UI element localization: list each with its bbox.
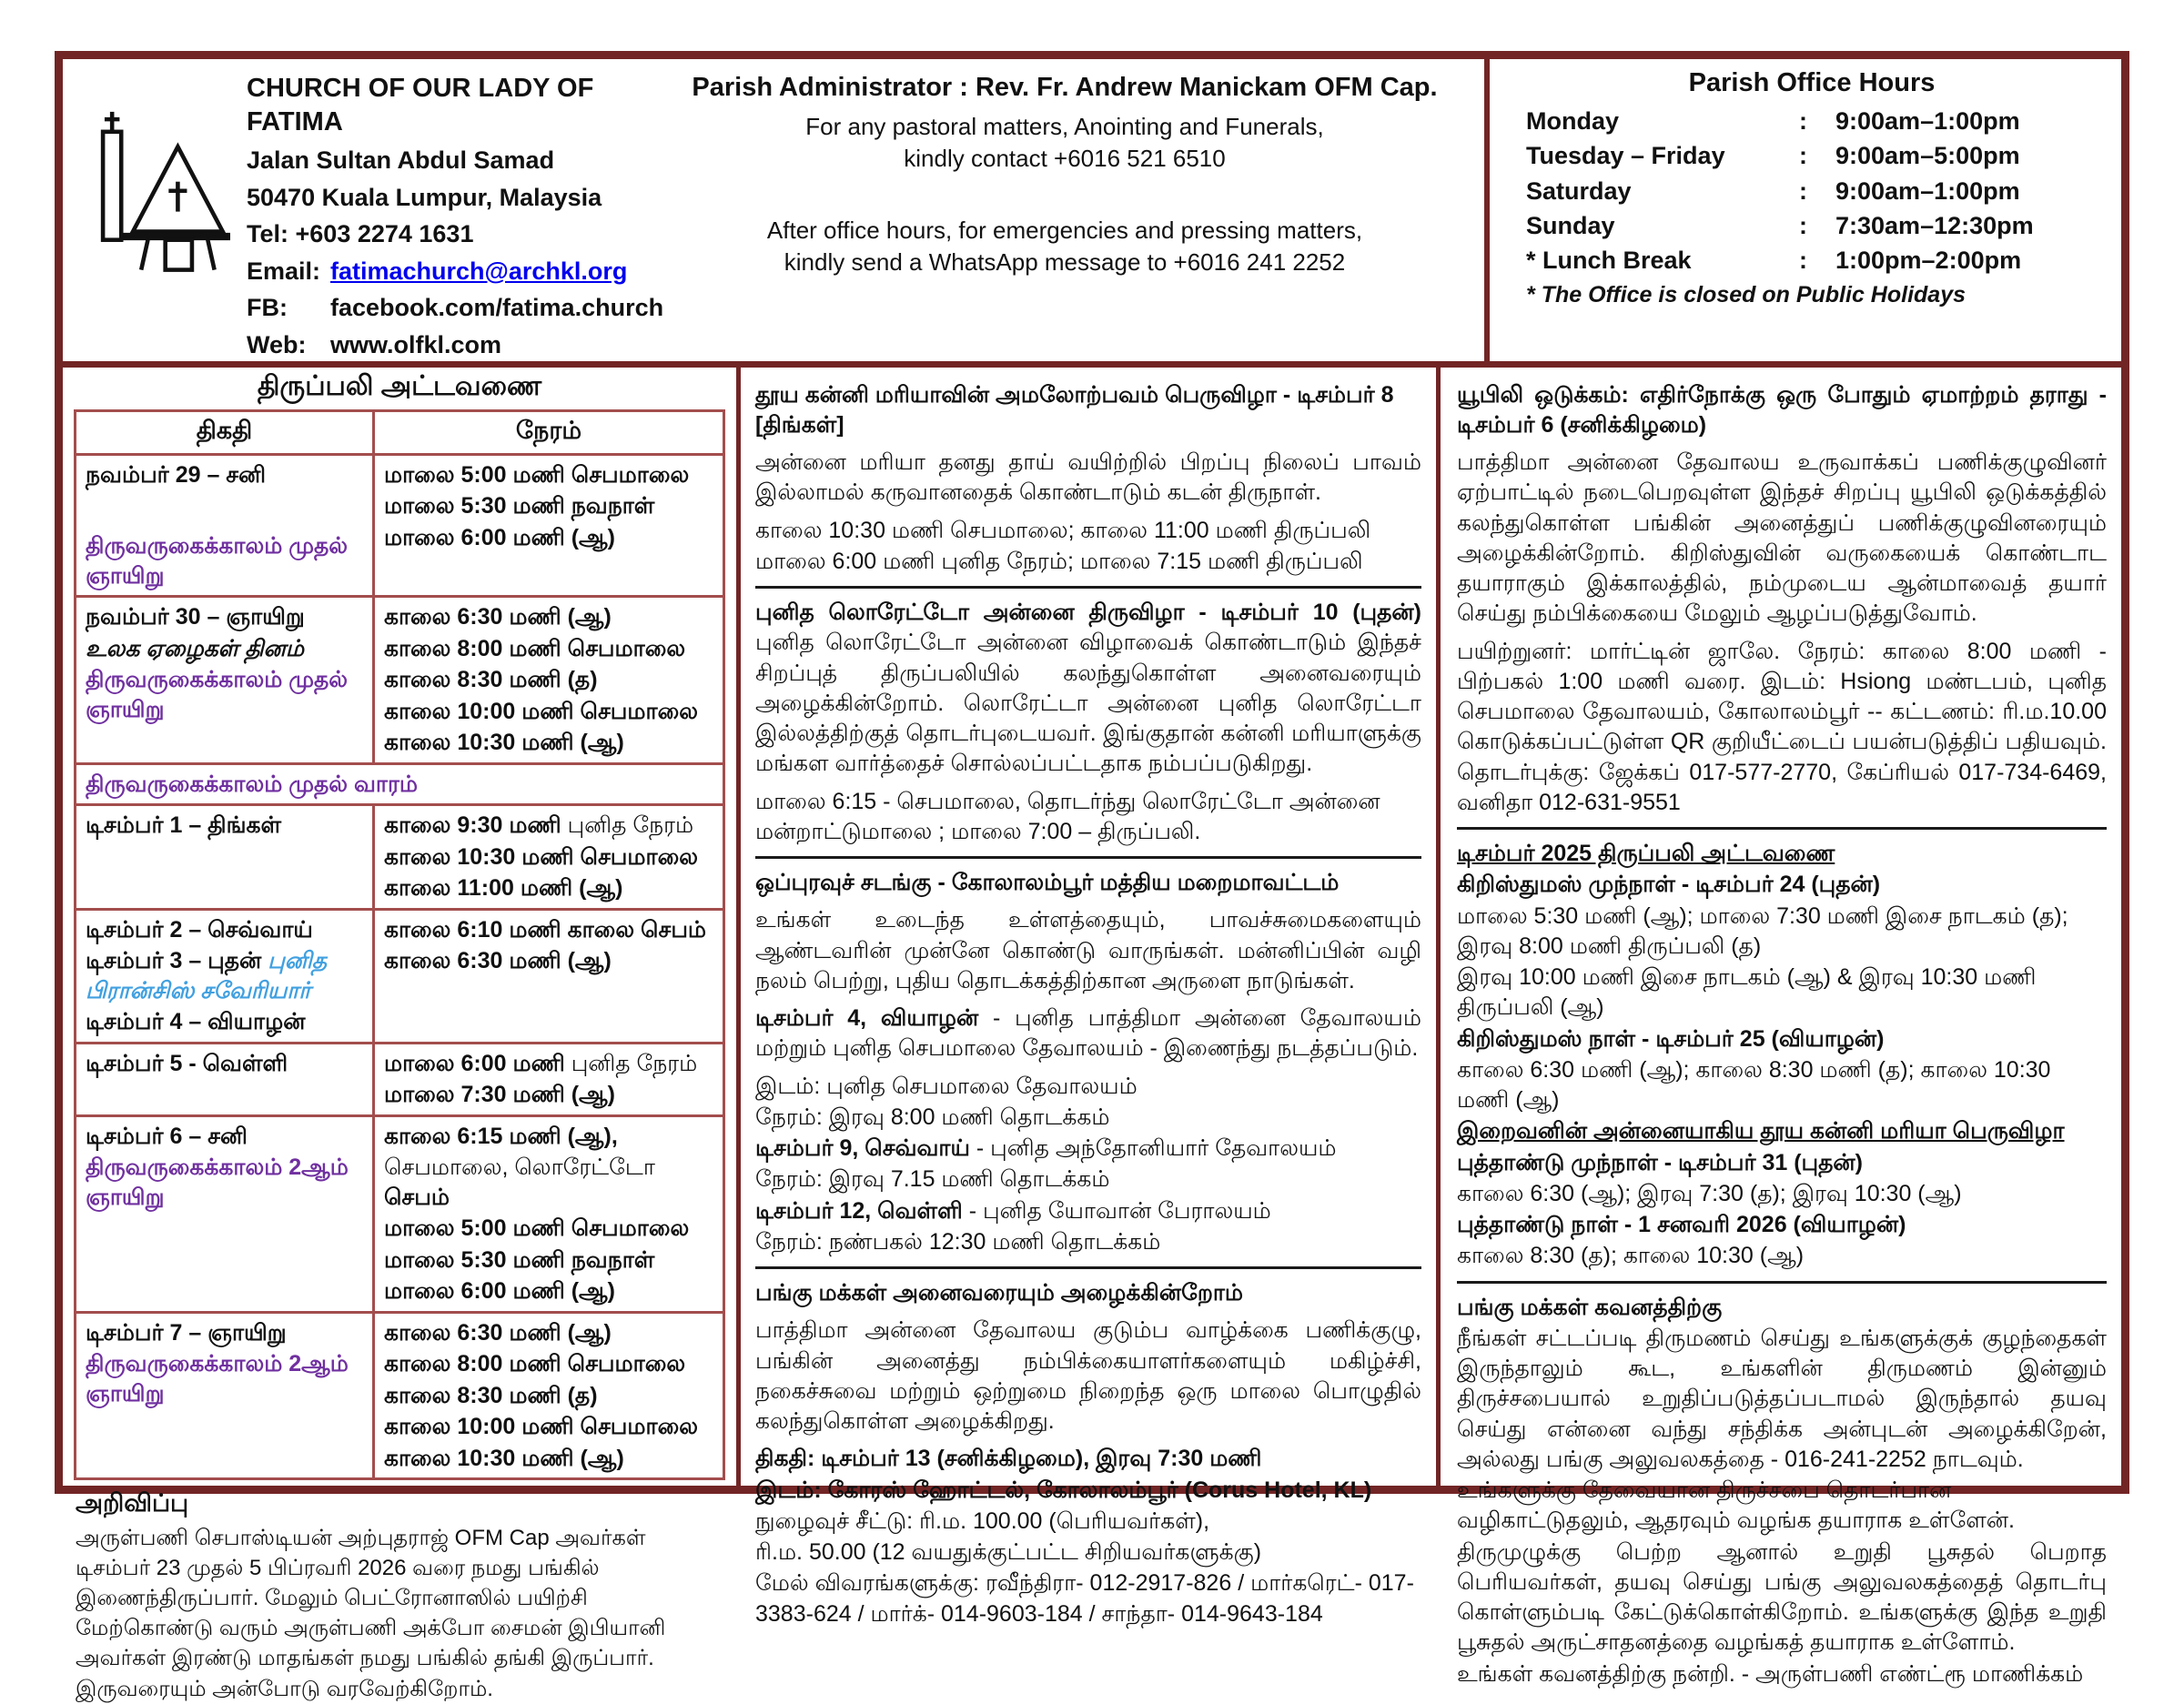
paragraph	[1457, 1148, 2107, 1178]
web-value: www.olfkl.com	[330, 330, 502, 358]
time-column-header: நேரம்	[373, 410, 723, 454]
text-segment: - புனித யோவான் பேராலயம்	[962, 1197, 1271, 1224]
table-line	[384, 665, 713, 695]
text-segment: புனித பிரான்சிஸ் சவேரியார்	[86, 948, 328, 1003]
text-segment: திகதி: டிசம்பர் 13 (சனிக்கிழமை), இரவு 7:30 மணி	[755, 1446, 1262, 1472]
facebook-line	[247, 292, 663, 324]
time-value: 9:00am–5:00pm	[1835, 142, 2020, 170]
right-column	[1441, 368, 2121, 1687]
church-name: CHURCH OF OUR LADY OF FATIMA	[247, 74, 594, 137]
paragraph	[755, 380, 1421, 441]
text-segment: டிசம்பர் 5 - வெள்ளி	[86, 1050, 288, 1076]
text-segment: காலை 8:00 மணி செபமாலை	[383, 635, 686, 661]
paragraph	[1457, 902, 2107, 963]
paragraph	[755, 1196, 1421, 1226]
text-segment: காலை 6:30 மணி (ஆ)	[383, 1319, 612, 1346]
text-segment: காலை 6:30 மணி (ஆ); காலை 8:30 மணி (த); காலை 10:30 மணி (ஆ)	[1457, 1056, 2051, 1113]
text-segment: டிசம்பர் 4, வியாழன்	[755, 1005, 979, 1031]
office-hours-row	[1526, 138, 2098, 173]
paragraph	[755, 1316, 1421, 1437]
paragraph	[1457, 963, 2107, 1023]
text-segment: உங்கள் கவனத்திற்கு நன்றி. - அருள்பணி எண்ட்ரூ மாணிக்கம்	[1457, 1660, 2084, 1687]
text-segment: திருவருகைக்காலம் முதல் ஞாயிறு	[86, 667, 349, 722]
text-segment: மாலை 6:15 - செபமாலை, தொடர்ந்து லொரேட்டோ அன்னை மன்றாட்டுமாலை ; மாலை 7:00 – திருப்பலி.	[755, 788, 1380, 844]
text-segment: டிசம்பர் 1 – திங்கள்	[86, 812, 282, 838]
text-segment: புனித நேரம்	[571, 1050, 698, 1076]
day-label: Monday	[1526, 107, 1620, 135]
paragraph	[1457, 448, 2107, 630]
table-line	[86, 665, 363, 724]
table-row	[76, 763, 724, 805]
table-header-row	[76, 410, 724, 454]
admin-line-4: kindly send a WhatsApp message to +6016 241 2252	[784, 248, 1346, 277]
table-line	[384, 1080, 713, 1110]
paragraph	[755, 905, 1421, 996]
time-cell	[373, 1043, 723, 1115]
colon: :	[1799, 211, 1807, 239]
office-hours-row	[1526, 174, 2098, 208]
mass-schedule-title: திருப்பலி அட்டவணை	[257, 370, 542, 401]
time-cell	[373, 1115, 723, 1312]
administrator-title: Parish Administrator : Rev. Fr. Andrew Manickam OFM Cap.	[692, 73, 1438, 102]
date-column-header: திகதி	[76, 410, 374, 454]
text-segment: காலை 6:30 மணி (ஆ)	[383, 948, 612, 973]
paragraph	[755, 1165, 1421, 1195]
date-cell	[76, 805, 374, 910]
text-segment: காலை 10:30 மணி செபமாலை	[383, 843, 699, 870]
mass-schedule-table	[74, 409, 725, 1481]
table-line	[86, 1007, 363, 1037]
colon: :	[1799, 142, 1807, 170]
text-segment: கிறிஸ்துமஸ் நாள் - டிசம்பர் 25 (வியாழன்)	[1457, 1025, 1885, 1052]
table-line	[86, 811, 363, 841]
section-divider	[1457, 1281, 2107, 1284]
text-segment: மாலை 6:00 மணி	[383, 1050, 571, 1076]
table-line	[86, 1122, 363, 1152]
text-segment: நேரம்: இரவு 7.15 மணி தொடக்கம்	[755, 1166, 1110, 1193]
date-cell	[76, 1312, 374, 1479]
mass-schedule-column	[63, 368, 736, 1701]
paragraph	[755, 1103, 1421, 1133]
announcement-title: அறிவிப்பு	[76, 1489, 189, 1517]
time-value: 7:30am–12:30pm	[1835, 211, 2034, 239]
table-row	[76, 805, 724, 910]
table-line	[86, 634, 363, 664]
paragraph	[755, 1568, 1421, 1629]
text-segment: இடம்: கோரஸ் ஹோட்டல், கோலாலம்பூர் (Corus Hotel, KL)	[755, 1477, 1372, 1503]
date-cell	[76, 1043, 374, 1115]
text-segment: மாலை 5:00 மணி செபமாலை	[383, 1215, 690, 1241]
day-label: Tuesday – Friday	[1526, 142, 1725, 170]
paragraph	[1457, 1241, 2107, 1271]
table-line	[384, 946, 713, 976]
table-line	[384, 1214, 713, 1244]
table-line	[384, 1318, 713, 1348]
text-segment: நவம்பர் 30 – ஞாயிறு	[86, 604, 305, 630]
text-segment: காலை 10:30 மணி செபமாலை; காலை 11:00 மணி திருப்பலி	[755, 517, 1371, 543]
table-line	[384, 1412, 713, 1442]
text-segment: டிசம்பர் 6 – சனி	[86, 1123, 248, 1149]
paragraph	[755, 1072, 1421, 1102]
announcement-body: அருள்பணி செபாஸ்டியன் அற்புதராஜ் OFM Cap அவர்கள் டிசம்பர் 23 முதல் 5 பிப்ரவரி 2026 வரை நமது பங்கில் இணைந்திருப்பார். மேலும் பெட்ரோனாஸில் பயிற்சி மேற்கொண்டு வரும் அருள்பணி அக்போ சைமன் இபியானி அவர்கள் இரண்டு மாதங்கள் நமது பங்கில் தங்கி இருப்பார். இருவரையும் அன்போடு வரவேற்கிறோம்.	[76, 1526, 666, 1701]
paragraph	[1457, 1210, 2107, 1240]
table-line	[86, 531, 363, 590]
text-segment: மாலை 5:30 மணி நவநாள்	[383, 493, 655, 519]
paragraph	[755, 868, 1421, 898]
church-identity	[63, 59, 664, 361]
office-hours-row	[1526, 104, 2098, 138]
text-segment: திருவருகைக்காலம் முதல் ஞாயிறு	[86, 533, 349, 589]
office-hours-title: Parish Office Hours	[1688, 68, 1936, 97]
table-line	[86, 602, 363, 632]
text-segment: திருவருகைக்காலம் 2ஆம் ஞாயிறு	[86, 1154, 349, 1210]
table-line	[384, 915, 713, 945]
paragraph	[755, 598, 1421, 780]
table-line	[86, 1318, 363, 1348]
text-segment: நவம்பர் 29 – சனி	[86, 461, 267, 488]
text-segment: புனித லொரேட்டோ அன்னை விழாவைக் கொண்டாடும் இந்தச் சிறப்புத் திருப்பலியில் கலந்துகொள்ள அனைவரையும் அழைக்கின்றோம். லொரேட்டா அன்னை புனித லொரேட்டா இல்லத்திற்குத் தொடர்புடையவர். இங்குதான் கன்னி மரியாளுக்கு மங்கள வார்த்தைச் சொல்லப்பட்டதாக நம்பப்படுகிறது.	[755, 630, 1421, 777]
text-segment: உலக ஏழைகள் தினம்	[86, 635, 304, 661]
table-line	[384, 1153, 713, 1212]
text-segment: காலை 11:00 மணி (ஆ)	[383, 875, 623, 901]
time-value: 1:00pm–2:00pm	[1835, 247, 2022, 275]
paragraph	[1457, 380, 2107, 441]
text-segment: பாத்திமா அன்னை தேவாலய உருவாக்கப் பணிக்குழுவினர் ஏற்பாட்டில் நடைபெறவுள்ள இந்தச் சிறப்பு யூபிலி ஒடுக்கத்தில் கலந்துகொள்ள பங்கின் அனைத்துப் பணிக்குழுவினரையும் அழைக்கின்றோம். கிறிஸ்துவின் வருகையைக் கொண்டாட தயாராகும் இக்காலத்தில், நம்முடைய ஆன்மாவைத் தயார் செய்து நம்பிக்கையை மேலும் ஆழப்படுத்துவோம்.	[1457, 449, 2107, 627]
paragraph	[755, 448, 1421, 509]
text-segment: டிசம்பர் 12, வெள்ளி	[755, 1197, 963, 1224]
text-segment: காலை 6:30 மணி (ஆ)	[383, 604, 612, 630]
paragraph	[1457, 1538, 2107, 1659]
text-segment: - புனித பாத்திமா அன்னை தேவாலயம் மற்றும் புனித செபமாலை தேவாலயம் - இணைந்து நடத்தப்படும்.	[755, 1005, 1421, 1062]
table-row	[76, 909, 724, 1043]
paragraph	[755, 1538, 1421, 1568]
text-segment: மாலை 5:30 மணி (ஆ); மாலை 7:30 மணி இசை நாடகம் (த); இரவு 8:00 மணி திருப்பலி (த)	[1457, 902, 2068, 959]
text-segment: இடம்: புனித செபமாலை தேவாலயம்	[755, 1073, 1138, 1099]
day-label: * Lunch Break	[1526, 247, 1692, 275]
paragraph	[755, 516, 1421, 546]
paragraph	[755, 1278, 1421, 1308]
document-frame	[55, 51, 2129, 1701]
paragraph	[755, 787, 1421, 848]
text-segment: ஒப்புரவுச் சடங்கு - கோலாலம்பூர் மத்திய மறைமாவட்டம்	[755, 870, 1340, 895]
church-logo-icon	[85, 97, 230, 279]
colon: :	[1799, 107, 1807, 135]
section-divider	[755, 856, 1421, 859]
paragraph	[755, 1134, 1421, 1164]
paragraph	[1457, 1055, 2107, 1116]
paragraph	[755, 1003, 1421, 1064]
paragraph	[1457, 1476, 2107, 1537]
text-segment: திருவருகைக்காலம் முதல் வாரம்	[86, 771, 419, 797]
text-segment: புனித லொரேட்டோ அன்னை திருவிழா - டிசம்பர் 10 (புதன்)	[755, 600, 1421, 625]
text-segment: காலை 9:30 மணி	[383, 812, 568, 838]
table-line	[384, 1245, 713, 1275]
fb-label: FB:	[247, 294, 288, 322]
text-segment: கிறிஸ்துமஸ் முந்நாள் - டிசம்பர் 24 (புதன்)	[1457, 872, 1881, 898]
table-line	[86, 460, 363, 490]
church-contact-block	[230, 72, 663, 361]
admin-line-1: For any pastoral matters, Anointing and Funerals,	[805, 113, 1324, 141]
text-segment: டிசம்பர் 7 – ஞாயிறு	[86, 1319, 287, 1346]
church-logo-icon	[85, 72, 230, 361]
table-line	[384, 491, 713, 521]
text-segment: உங்கள் உடைந்த உள்ளத்தையும், பாவச்சுமைகளையும் ஆண்டவரின் முன்னே கொண்டு வாருங்கள். மன்னிப்பின் வழி நலம் பெற்று, புதிய தொடக்கத்திற்கான அருளை நாடுங்கள்.	[755, 907, 1421, 993]
text-segment: நுழைவுச் சீட்டு: ரி.ம. 100.00 (பெரியவர்கள்),	[755, 1507, 1210, 1534]
admin-line-3: After office hours, for emergencies and pressing matters,	[766, 217, 1363, 245]
table-line	[384, 523, 713, 553]
time-cell	[373, 597, 723, 764]
table-row	[76, 597, 724, 764]
day-label: Saturday	[1526, 176, 1632, 205]
paragraph	[755, 547, 1421, 577]
colon: :	[1799, 247, 1807, 275]
table-line	[86, 1153, 363, 1212]
admin-line-2: kindly contact +6016 521 6510	[904, 145, 1226, 173]
web-label: Web:	[247, 330, 307, 358]
phone-line	[247, 218, 663, 250]
office-hours-box	[1484, 59, 2121, 361]
table-row	[76, 1115, 724, 1312]
text-segment: டிசம்பர் 3 – புதன்	[86, 948, 268, 973]
text-segment: டிசம்பர் 2025 திருப்பலி அட்டவணை	[1457, 841, 1835, 866]
fb-value: facebook.com/fatima.church	[330, 294, 664, 322]
text-segment: மேல் விவரங்களுக்கு: ரவீந்திரா- 012-2917-826 / மார்கரெட்- 017-3383-624 / மார்க்- 014-9603-184 / சாந்தா- 014-9643-184	[755, 1570, 1414, 1627]
text-segment: டிசம்பர் 9, செவ்வாய்	[755, 1135, 970, 1161]
text-segment: இரவு 10:00 மணி இசை நாடகம் (ஆ) & இரவு 10:30 மணி திருப்பலி (ஆ)	[1457, 964, 2037, 1021]
text-segment: நேரம்: இரவு 8:00 மணி தொடக்கம்	[755, 1104, 1110, 1130]
office-hours-note: * The Office is closed on Public Holidays	[1526, 281, 1966, 308]
text-segment: பயிற்றுனர்: மார்ட்டின் ஜாலே. நேரம்: காலை 8:00 மணி - பிற்பகல் 1:00 மணி வரை. இடம்: Hsiong மண்டபம், புனித செபமாலை தேவாலயம், கோலாலம்பூர் -- கட்டணம்: ரி.ம.10.00 கொடுக்கப்பட்டுள்ள QR குறியீட்டைப் பயன்படுத்திப் பதியவும். தொடர்புக்கு: ஜேக்கப் 017-577-2770, கேப்ரியல் 017-734-6469, வனிதா 012-631-9551	[1457, 638, 2107, 815]
text-segment: காலை 8:00 மணி செபமாலை	[383, 1351, 686, 1376]
text-segment: - புனித அந்தோனியார் தேவாலயம்	[969, 1135, 1337, 1161]
table-line	[384, 1122, 713, 1152]
paragraph	[1457, 870, 2107, 900]
email-label: Email:	[247, 257, 321, 285]
text-segment: திருவருகைக்காலம் 2ஆம் ஞாயிறு	[86, 1351, 349, 1407]
table-line	[384, 1444, 713, 1474]
table-line	[384, 634, 713, 664]
text-segment: காலை 10:30 மணி (ஆ)	[383, 1445, 624, 1471]
paragraph	[755, 1444, 1421, 1474]
table-line	[384, 811, 713, 841]
date-cell	[76, 1115, 374, 1312]
text-segment: பாத்திமா அன்னை தேவாலய குடும்ப வாழ்க்கை பணிக்குழு, பங்கின் அனைத்து நம்பிக்கையாளர்களையும் மகிழ்ச்சி, நகைச்சுவை மற்றும் ஒற்றுமை நிறைந்த ஒரு மாலை பொழுதில் கலந்துகொள்ள அழைக்கிறது.	[755, 1317, 1421, 1434]
text-segment: காலை 10:00 மணி செபமாலை	[383, 698, 699, 724]
date-cell	[76, 597, 374, 764]
table-line	[86, 770, 713, 800]
spacer	[645, 175, 1484, 215]
paragraph	[755, 1476, 1421, 1506]
table-line	[384, 1349, 713, 1379]
paragraph	[1457, 637, 2107, 819]
text-segment: மாலை 7:30 மணி (ஆ)	[383, 1082, 615, 1107]
section-divider	[755, 1266, 1421, 1269]
table-line	[86, 1349, 363, 1408]
text-segment: காலை 8:30 மணி (த)	[383, 1382, 598, 1408]
time-cell	[373, 909, 723, 1043]
table-line	[384, 842, 713, 872]
middle-column	[736, 368, 1441, 1627]
text-segment: உங்களுக்கு தேவையான திருச்சபை தொடர்பான வழிகாட்டுதலும், ஆதரவும் வழங்க தயாராக உள்ளேன்.	[1457, 1477, 2015, 1534]
text-segment: காலை 10:30 மணி (ஆ)	[383, 730, 624, 755]
text-segment: தூய கன்னி மரியாவின் அமலோற்பவம் பெருவிழா - டிசம்பர் 8 [திங்கள்]	[755, 381, 1394, 438]
text-segment: யூபிலி ஒடுக்கம்: எதிர்நோக்கு ஒரு போதும் ஏமாற்றம் தராது - டிசம்பர் 6 (சனிக்கிழமை)	[1457, 381, 2107, 438]
text-segment: மாலை 6:00 மணி புனித நேரம்; மாலை 7:15 மணி திருப்பலி	[755, 548, 1363, 574]
text-segment: காலை 8:30 (த); காலை 10:30 (ஆ)	[1457, 1243, 1805, 1269]
text-segment: திருமுழுக்கு பெற்ற ஆனால் உறுதி பூசுதல் பெறாத பெரியவர்கள், தயவு செய்து பங்கு அலுவலகத்தைத் தொடர்பு கொள்ளும்படி கேட்டுக்கொள்கிறோம். உங்களுக்கு இந்த உறுதி பூசுதல் அருட்சாதனத்தை வழங்கத் தயாராக உள்ளோம்.	[1457, 1538, 2107, 1656]
table-line	[86, 946, 363, 1005]
paragraph	[1457, 1293, 2107, 1323]
paragraph	[1457, 1024, 2107, 1054]
time-cell	[373, 454, 723, 597]
table-row	[76, 1043, 724, 1115]
table-row	[76, 1312, 724, 1479]
address-line-2: 50470 Kuala Lumpur, Malaysia	[247, 183, 602, 211]
paragraph	[755, 1507, 1421, 1537]
table-line	[384, 602, 713, 632]
time-cell	[373, 805, 723, 910]
email-line	[247, 256, 663, 287]
text-segment: காலை 6:15 மணி (ஆ),	[383, 1123, 618, 1149]
text-segment: பங்கு மக்கள் அனைவரையும் அழைக்கின்றோம்	[755, 1280, 1244, 1306]
address-line-1: Jalan Sultan Abdul Samad	[247, 146, 555, 175]
paragraph	[1457, 1324, 2107, 1475]
date-cell	[76, 909, 374, 1043]
time-value: 9:00am–1:00pm	[1835, 176, 2020, 205]
paragraph	[1457, 1179, 2107, 1209]
table-cell-full	[76, 763, 724, 805]
text-segment: புத்தாண்டு நாள் - 1 சனவரி 2026 (வியாழன்)	[1457, 1212, 1906, 1237]
section-divider	[1457, 827, 2107, 830]
text-segment: செபமாலை, லொரேட்டோ	[383, 1154, 655, 1180]
table-row	[76, 454, 724, 597]
spacer	[86, 491, 363, 529]
table-line	[384, 460, 713, 490]
text-segment: காலை 6:30 (ஆ); இரவு 7:30 (த); இரவு 10:30 (ஆ)	[1457, 1180, 1962, 1206]
text-segment: செபம்	[383, 1184, 450, 1210]
text-segment: ரி.ம. 50.00 (12 வயதுக்குட்பட்ட சிறியவர்களுக்கு)	[755, 1539, 1262, 1565]
text-segment: மாலை 6:00 மணி (ஆ)	[383, 524, 615, 550]
text-segment: டிசம்பர் 2 – செவ்வாய்	[86, 916, 313, 943]
text-segment: நேரம்: நண்பகல் 12:30 மணி தொடக்கம்	[755, 1228, 1161, 1255]
web-line	[247, 329, 663, 361]
header	[63, 59, 2121, 368]
bulletin-body	[63, 368, 2121, 1701]
text-segment: அன்னை மரியா தனது தாய் வயிற்றில் பிறப்பு நிலைப் பாவம் இல்லாமல் கருவானதைக் கொண்டாடும் கடன் திருநாள்.	[755, 449, 1421, 506]
text-segment: காலை 8:30 மணி (த)	[383, 667, 598, 692]
text-segment: புத்தாண்டு முந்நாள் - டிசம்பர் 31 (புதன்)	[1457, 1149, 1863, 1175]
colon: :	[1799, 176, 1807, 205]
office-hours-row	[1526, 243, 2098, 277]
text-segment: மாலை 5:00 மணி செபமாலை	[383, 461, 690, 488]
date-cell	[76, 454, 374, 597]
text-segment: இறைவனின் அன்னையாகிய தூய கன்னி மரியா பெருவிழா	[1457, 1118, 2065, 1144]
paragraph	[1457, 1659, 2107, 1689]
tel-value: +603 2274 1631	[295, 220, 474, 248]
table-line	[384, 728, 713, 758]
text-segment: புனித நேரம்	[567, 812, 694, 838]
table-line	[86, 1049, 363, 1079]
table-line	[86, 915, 363, 945]
section-divider	[755, 586, 1421, 589]
text-segment: பங்கு மக்கள் கவனத்திற்கு	[1457, 1294, 1723, 1320]
email-link[interactable]: fatimachurch@archkl.org	[330, 257, 628, 285]
table-line	[384, 697, 713, 727]
paragraph	[755, 1227, 1421, 1257]
table-line	[384, 1049, 713, 1079]
text-segment: நீங்கள் சட்டப்படி திருமணம் செய்து உங்களுக்குக் குழந்தைகள் இருந்தாலும் கூட, உங்களின் திருமணம் இன்னும் திருச்சபையால் உறுதிப்படுத்தப்படாமல் இருந்தால் தயவு செய்து என்னை வந்து சந்திக்க அன்புடன் அழைக்கிறேன், அல்லது பங்கு அலுவலகத்தை - 016-241-2252 நாடவும்.	[1457, 1325, 2107, 1472]
text-segment: காலை 10:00 மணி செபமாலை	[383, 1414, 699, 1439]
tel-label: Tel:	[247, 220, 288, 248]
time-value: 9:00am–1:00pm	[1835, 107, 2020, 135]
text-segment: டிசம்பர் 4 – வியாழன்	[86, 1009, 306, 1034]
table-line	[384, 873, 713, 903]
time-cell	[373, 1312, 723, 1479]
office-hours-row	[1526, 208, 2098, 243]
parish-administrator-block	[645, 59, 1484, 361]
paragraph	[1457, 1116, 2107, 1146]
paragraph	[1457, 839, 2107, 869]
text-segment: காலை 6:10 மணி காலை செபம்	[383, 916, 707, 943]
table-line	[384, 1381, 713, 1411]
text-segment: மாலை 6:00 மணி (ஆ)	[383, 1278, 615, 1304]
table-line	[384, 1276, 713, 1306]
text-segment: மாலை 5:30 மணி நவநாள்	[383, 1246, 655, 1273]
day-label: Sunday	[1526, 211, 1615, 239]
